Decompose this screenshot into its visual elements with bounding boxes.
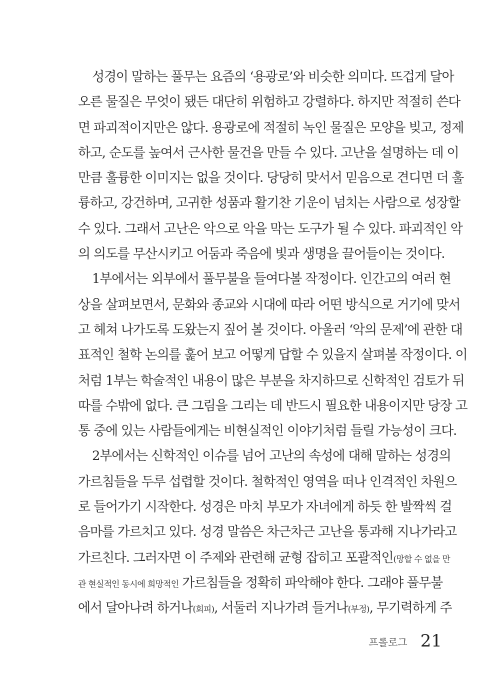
text-line: 하고, 순도를 높여서 근사한 물건을 만들 수 있다. 고난을 설명하는 데 이 [78, 145, 459, 161]
text-line: 처럼 1부는 학술적인 내용이 많은 부분을 차지하므로 신학적인 검토가 뒤 [78, 373, 465, 389]
inline-gloss: (회피) [192, 605, 215, 616]
text-line: 오른 물질은 무엇이 됐든 대단히 위험하고 강렬하다. 하지만 적절히 쓴다 [78, 95, 461, 111]
text-line: 2부에서는 신학적인 이슈를 넘어 고난의 속성에 대해 말하는 성경의 [92, 449, 451, 465]
inline-gloss: (부정) [347, 605, 370, 616]
text-segment: 가르친다. 그러자면 이 주제와 관련해 균형 잡히고 포괄적인 [78, 550, 394, 566]
text-line: 따를 수밖에 없다. 큰 그림을 그리는 데 반드시 필요한 내용이지만 당장 고 [78, 398, 468, 414]
text-line: 1부에서는 외부에서 풀무불을 들여다볼 작정이다. 인간고의 여러 현 [92, 272, 451, 288]
text-segment: 가르침들을 정확히 파악해야 한다. 그래야 풀무불 [178, 575, 443, 591]
text-line: 의 의도를 무산시키고 어둠과 죽음에 빛과 생명을 끌어들이는 것이다. [78, 247, 445, 263]
text-line: 면 파괴적이지만은 않다. 용광로에 적절히 녹인 물질은 모양을 빚고, 정제 [78, 120, 464, 136]
text-line: 로 들어가기 시작한다. 성경은 마치 부모가 자녀에게 하듯 한 발짝씩 걸 [78, 500, 452, 516]
text-line: 만큼 훌륭한 이미지는 없을 것이다. 당당히 맞서서 믿음으로 견디면 더 훌 [78, 171, 464, 187]
text-segment: , 무기력하게 주 [369, 601, 452, 617]
text-line-with-gloss [78, 546, 450, 571]
text-line: 륭하고, 강건하며, 고귀한 성품과 활기찬 기운이 넘치는 사람으로 성장할 [78, 196, 461, 212]
text-segment: 에서 달아나려 하거나 [78, 601, 193, 617]
text-segment: , 서둘러 지나가려 들거나 [214, 601, 348, 617]
body-text [78, 65, 468, 622]
text-line: 상을 살펴보면서, 문화와 종교와 시대에 따라 어떤 방식으로 거기에 맞서 [78, 297, 461, 313]
text-line: 고 헤쳐 나가도록 도왔는지 짚어 볼 것이다. 아울러 ‘악의 문제’에 관한 대 [78, 322, 463, 338]
page-footer [369, 631, 442, 652]
inline-gloss: 관 현실적인 동시에 희망적인 [78, 579, 179, 590]
inline-gloss: (망할 수 없을 만 [393, 554, 450, 565]
running-footer-title: 프롤로그 [368, 638, 408, 649]
text-line-with-gloss [78, 571, 443, 596]
text-line: 가르침들을 두루 섭렵할 것이다. 철학적인 영역을 떠나 인격적인 차원으 [78, 474, 457, 490]
text-line: 성경이 말하는 풀무는 요즘의 ‘용광로’와 비슷한 의미다. 뜨겁게 달아 [92, 70, 454, 85]
text-line: 통 중에 있는 사람들에게는 비현실적인 이야기처럼 들릴 가능성이 크다. [78, 424, 457, 440]
text-line: 음마를 가르치고 있다. 성경 말씀은 차근차근 고난을 통과해 지나가라고 [78, 525, 457, 541]
text-line-with-gloss [78, 596, 452, 621]
page-number: 21 [420, 631, 442, 652]
text-line: 수 있다. 그래서 고난은 악으로 악을 막는 도구가 될 수 있다. 파괴적인 악 [78, 221, 463, 237]
text-line: 표적인 철학 논의를 훑어 보고 어떻게 답할 수 있을지 살펴볼 작정이다. 이 [78, 348, 468, 364]
